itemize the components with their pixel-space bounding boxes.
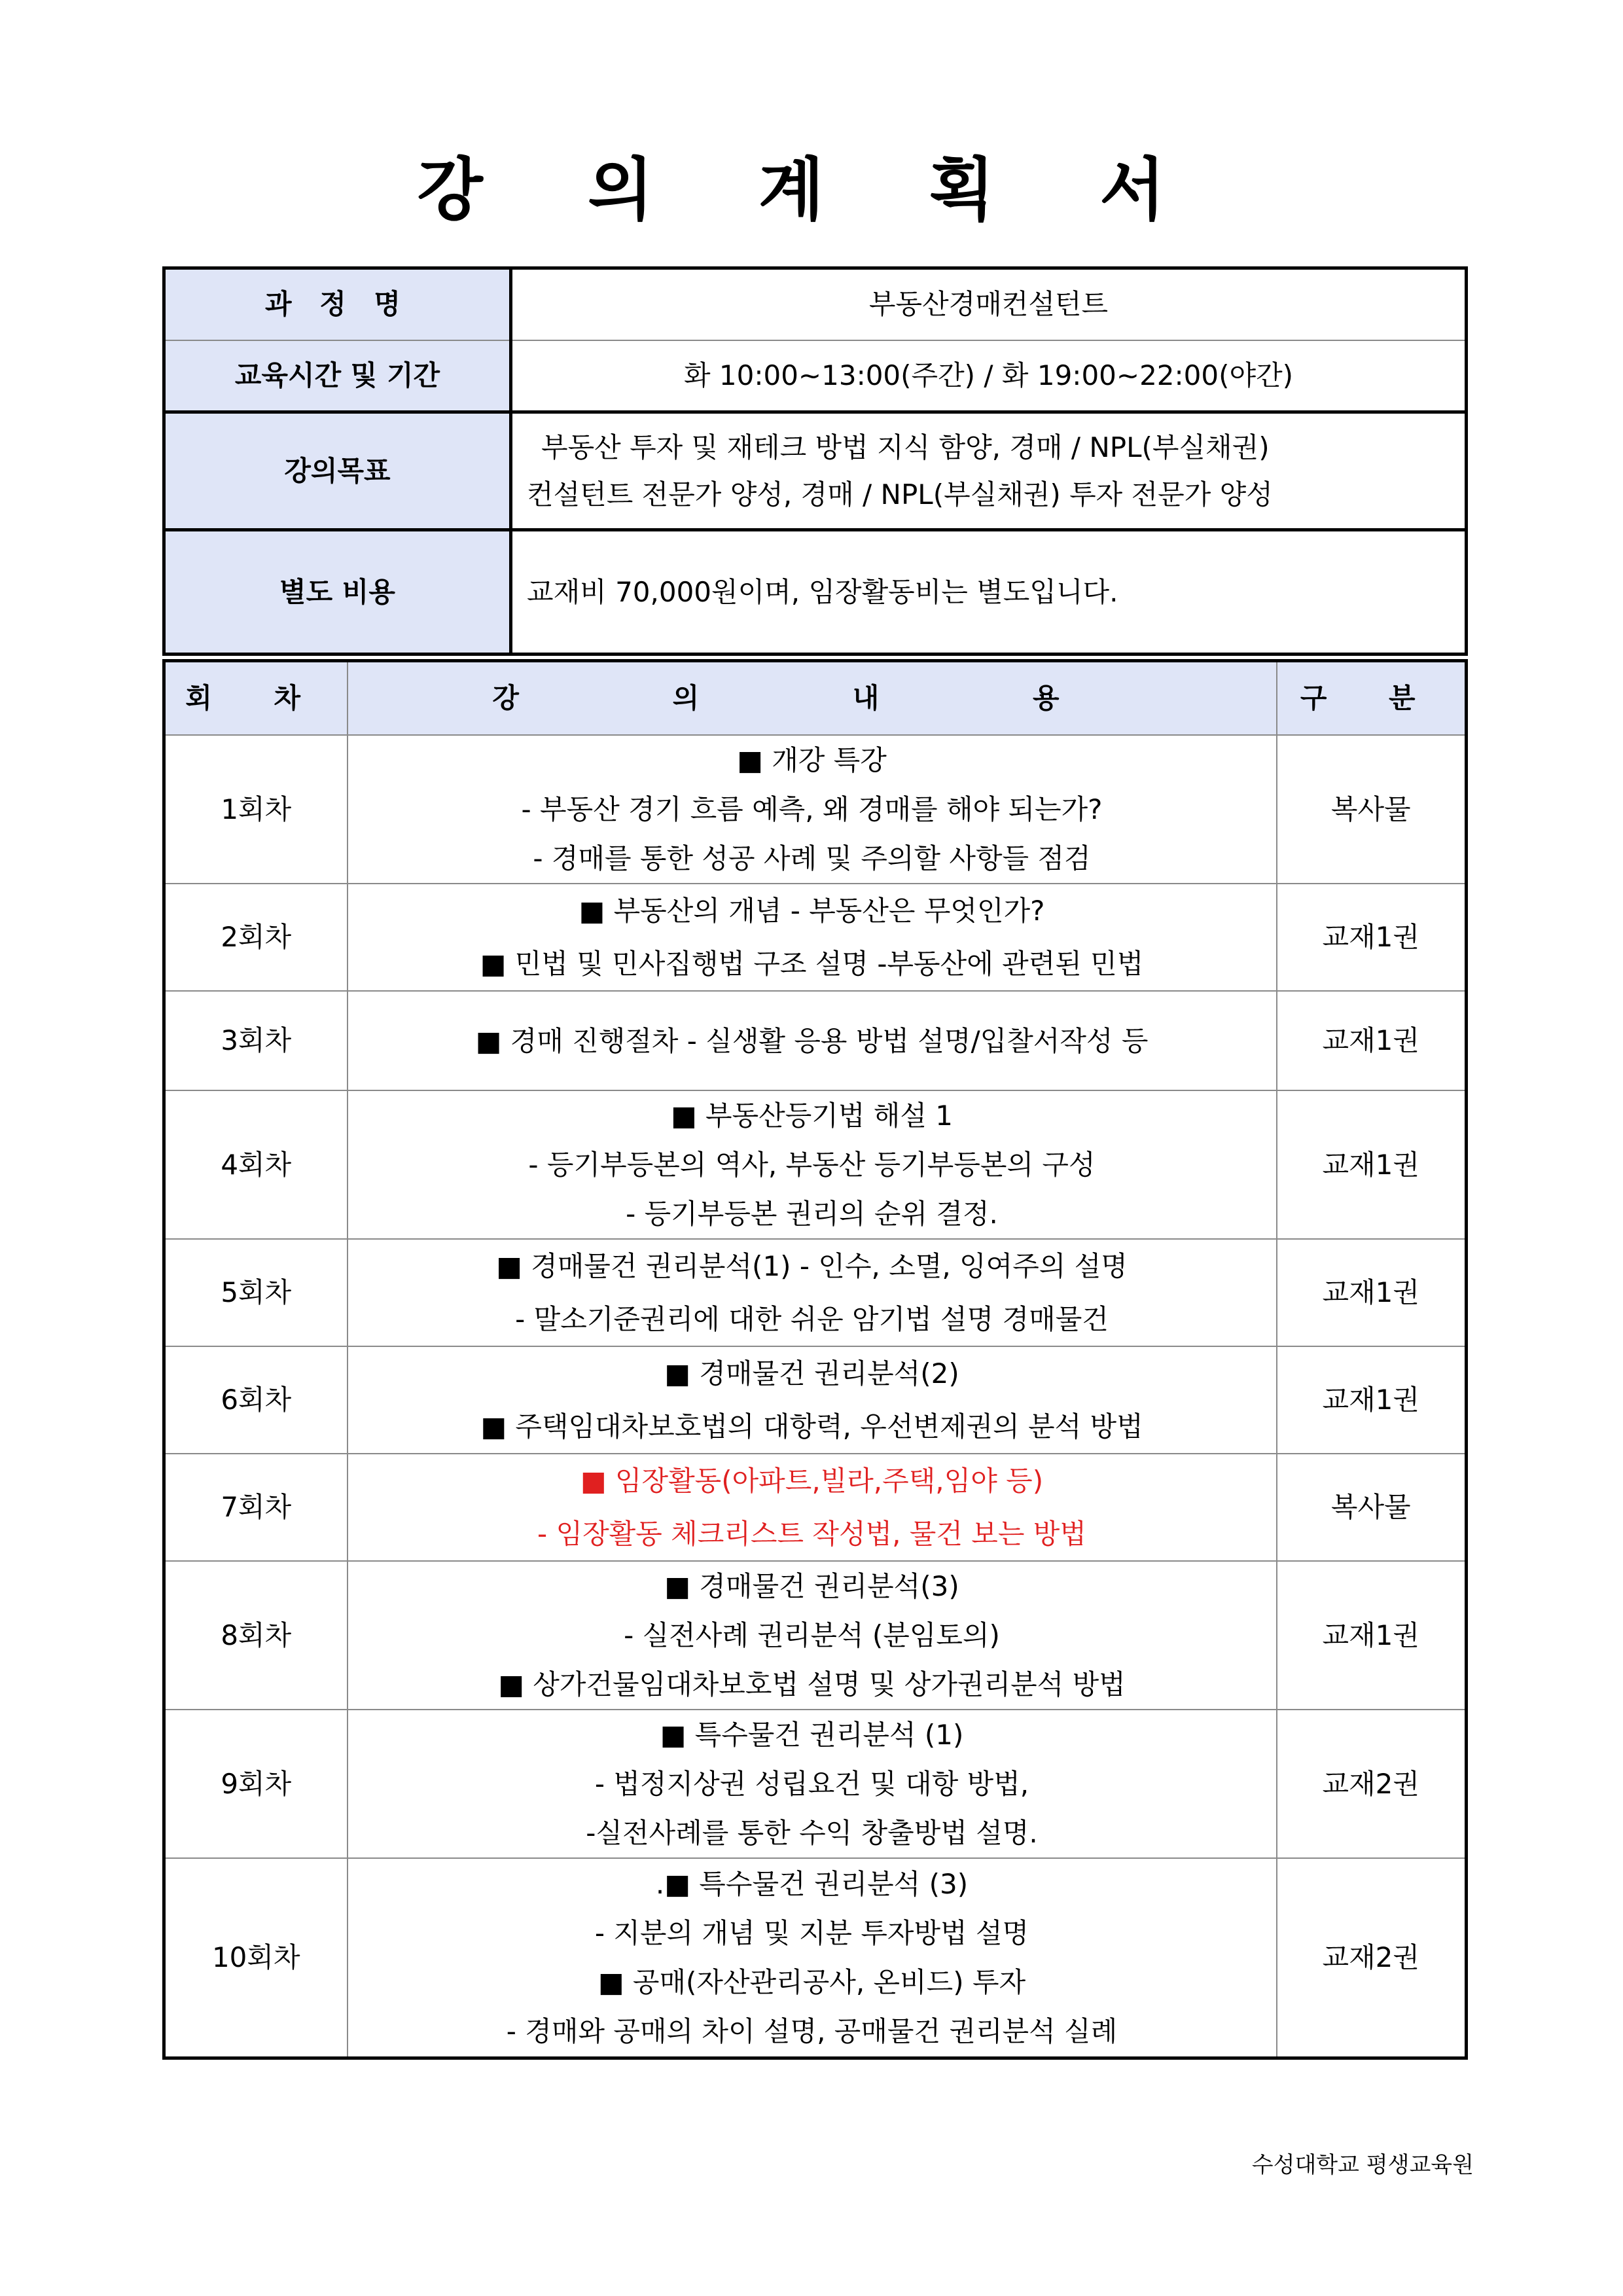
content-line: .■ 특수물건 권리분석 (3) xyxy=(655,1867,969,1900)
type-cell: 교재2권 xyxy=(1277,1710,1467,1858)
schedule-row xyxy=(164,1561,1467,1710)
content-cell xyxy=(348,1454,1277,1561)
round-cell: 8회차 xyxy=(164,1561,348,1710)
content-cell xyxy=(348,735,1277,884)
type-header: 구 분 xyxy=(1277,661,1467,736)
content-line: ■ 공매(자산관리공사, 온비드) 투자 xyxy=(597,1965,1026,1998)
course-name-value: 부동산경매컨설턴트 xyxy=(511,268,1467,340)
schedule-time-label: 교육시간 및 기간 xyxy=(164,340,511,412)
extra-cost-value: 교재비 70,000원이며, 임장활동비는 별도입니다. xyxy=(511,530,1467,655)
round-header: 회 차 xyxy=(164,661,348,736)
content-line: - 말소기준권리에 대한 쉬운 암기법 설명 경매물건 xyxy=(515,1303,1109,1335)
schedule-time-value: 화 10:00~13:00(주간) / 화 19:00~22:00(야간) xyxy=(511,340,1467,412)
schedule-table xyxy=(162,659,1468,2060)
content-line: ■ 경매물건 권리분석(1) - 인수, 소멸, 잉여주의 설명 xyxy=(496,1250,1128,1282)
course-name-row xyxy=(164,268,1467,340)
page-title: 강 의 계 획 서 xyxy=(417,150,1206,230)
content-line: - 임장활동 체크리스트 작성법, 물건 보는 방법 xyxy=(537,1518,1086,1550)
content-line: -실전사례를 통한 수익 창출방법 설명. xyxy=(586,1817,1038,1849)
extra-cost-label: 별도 비용 xyxy=(164,530,511,655)
content-cell xyxy=(348,1561,1277,1710)
type-cell: 복사물 xyxy=(1277,735,1467,884)
round-cell: 2회차 xyxy=(164,884,348,991)
content-line: - 지분의 개념 및 지분 투자방법 설명 xyxy=(594,1916,1029,1949)
content-line: - 법정지상권 성립요건 및 대항 방법, xyxy=(594,1768,1029,1800)
content-line: ■ 개강 특강 xyxy=(737,744,887,776)
content-cell xyxy=(348,991,1277,1090)
content-line: - 등기부등본의 역사, 부동산 등기부등본의 구성 xyxy=(528,1149,1096,1181)
schedule-row xyxy=(164,884,1467,991)
type-cell: 교재1권 xyxy=(1277,884,1467,991)
schedule-row xyxy=(164,1239,1467,1346)
content-line: - 실전사례 권리분석 (분임토의) xyxy=(624,1619,1000,1651)
content-line: ■ 경매물건 권리분석(3) xyxy=(664,1570,959,1602)
round-cell: 9회차 xyxy=(164,1710,348,1858)
schedule-header-row xyxy=(164,661,1467,736)
course-goal-label: 강의목표 xyxy=(164,412,511,530)
schedule-row xyxy=(164,1346,1467,1454)
course-goal-row xyxy=(164,412,1467,530)
content-line: ■ 민법 및 민사집행법 구조 설명 -부동산에 관련된 민법 xyxy=(480,948,1144,980)
round-cell: 7회차 xyxy=(164,1454,348,1561)
content-cell xyxy=(348,1858,1277,2058)
round-cell: 6회차 xyxy=(164,1346,348,1454)
course-goal-line: 컨설턴트 전문가 양성, 경매 / NPL(부실채권) 투자 전문가 양성 xyxy=(527,478,1273,511)
schedule-row xyxy=(164,1090,1467,1239)
content-cell xyxy=(348,1090,1277,1239)
type-cell: 교재1권 xyxy=(1277,991,1467,1090)
type-cell: 교재1권 xyxy=(1277,1346,1467,1454)
round-cell: 1회차 xyxy=(164,735,348,884)
course-name-label: 과 정 명 xyxy=(164,268,511,340)
content-line: ■ 부동산의 개념 - 부동산은 무엇인가? xyxy=(579,895,1045,927)
round-cell: 4회차 xyxy=(164,1090,348,1239)
course-goal-line: 부동산 투자 및 재테크 방법 지식 함양, 경매 / NPL(부실채권) xyxy=(541,431,1270,463)
schedule-row xyxy=(164,1710,1467,1858)
content-cell xyxy=(348,1346,1277,1454)
schedule-body xyxy=(164,661,1467,2058)
content-line: ■ 상가건물임대차보호법 설명 및 상가권리분석 방법 xyxy=(498,1668,1126,1700)
institution-footer: 수성대학교 평생교육원 xyxy=(1251,2152,1474,2178)
schedule-row xyxy=(164,991,1467,1090)
content-cell xyxy=(348,884,1277,991)
type-cell: 교재1권 xyxy=(1277,1561,1467,1710)
schedule-time-row xyxy=(164,340,1467,412)
round-cell: 10회차 xyxy=(164,1858,348,2058)
content-line: ■ 주택임대차보호법의 대항력, 우선변제권의 분석 방법 xyxy=(480,1410,1143,1443)
round-cell: 3회차 xyxy=(164,991,348,1090)
content-cell xyxy=(348,1710,1277,1858)
schedule-row xyxy=(164,1858,1467,2058)
content-line: ■ 임장활동(아파트,빌라,주택,임야 등) xyxy=(580,1465,1044,1497)
content-line: ■ 부동산등기법 해설 1 xyxy=(670,1100,954,1132)
content-line: ■ 특수물건 권리분석 (1) xyxy=(660,1719,964,1751)
content-line: - 등기부등본 권리의 순위 결정. xyxy=(626,1198,998,1230)
extra-cost-row xyxy=(164,530,1467,655)
type-cell: 교재2권 xyxy=(1277,1858,1467,2058)
round-cell: 5회차 xyxy=(164,1239,348,1346)
type-cell: 교재1권 xyxy=(1277,1090,1467,1239)
type-cell: 복사물 xyxy=(1277,1454,1467,1561)
course-goal-value xyxy=(511,412,1467,530)
content-header: 강 의 내 용 xyxy=(348,661,1277,736)
type-cell: 교재1권 xyxy=(1277,1239,1467,1346)
content-line: - 경매와 공매의 차이 설명, 공매물건 권리분석 실례 xyxy=(506,2015,1118,2047)
content-cell xyxy=(348,1239,1277,1346)
content-line: ■ 경매 진행절차 - 실생활 응용 방법 설명/입찰서작성 등 xyxy=(475,1024,1149,1057)
content-line: - 부동산 경기 흐름 예측, 왜 경매를 해야 되는가? xyxy=(521,793,1103,825)
course-info-table xyxy=(162,266,1468,656)
content-line: ■ 경매물건 권리분석(2) xyxy=(664,1357,959,1390)
schedule-row xyxy=(164,1454,1467,1561)
schedule-row xyxy=(164,735,1467,884)
content-line: - 경매를 통한 성공 사례 및 주의할 사항들 점검 xyxy=(533,842,1091,874)
